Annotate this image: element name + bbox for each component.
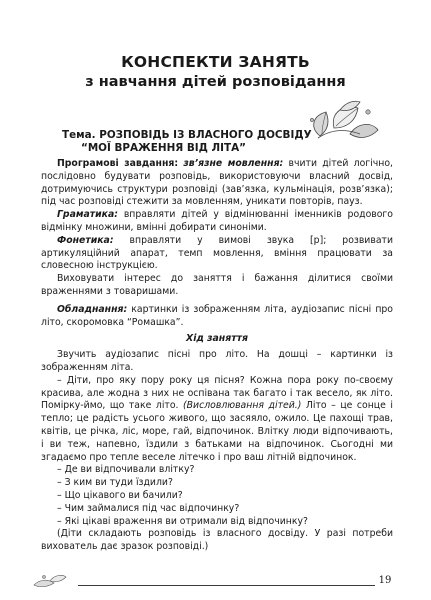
lesson-paragraph-2: [41, 375, 393, 465]
tasks-paragraph: [41, 158, 393, 209]
lesson-paragraph-1: Звучить аудіозапис пісні про літо. На дошці – картинки із зображенням літа.: [41, 349, 393, 373]
phonetics-paragraph: [41, 235, 393, 273]
grammar-label: Граматика:: [57, 209, 118, 221]
flower-ornament-icon: [30, 571, 70, 591]
theme-line: [62, 129, 312, 142]
theme-label: Тема.: [62, 129, 96, 141]
question-1: – Де ви відпочивали влітку?: [57, 464, 195, 476]
coherent-text: вчити дітей логічно, послідовно будувати розповідь, використовуючи власний досвід, дотримуючись структури розповіді (зав’язка, кульмінація, розв’язка); під час розповіді стежити за мовленням, уникати повторів, пауз.: [41, 158, 393, 208]
body-text: [41, 158, 393, 554]
lesson-p2-b: (Висловлювання дітей.): [183, 400, 302, 412]
theme-text: РОЗПОВІДЬ ІЗ ВЛАСНОГО ДОСВІДУ: [99, 129, 312, 141]
question-5: – Які цікаві враження ви отримали від відпочинку?: [57, 515, 308, 527]
lesson-p2-a: – Діти, про яку пору року ця пісня? Кожна пора року по-своєму красива, але жодна з них не оспівана так багато і так весело, як літо. Помірку-ймо, що таке літо.: [41, 374, 393, 412]
coherent-label: зв’язне мовлення:: [183, 158, 284, 169]
page-title: КОНСПЕКТИ ЗАНЯТЬ: [121, 53, 310, 71]
question-2: – З ким ви туди їздили?: [57, 477, 173, 489]
lesson-p2-c: Літо – це сонце і тепло; це радість усього живого, що засяяло, ожило. Це пахощі трав, квітів, це річка, ліс, море, гай, відпочинок. Влітку люди відпочивають, і ви теж, напевно, їздили з батьками на відпочинок. Сьогодні ми згадаємо про тепле веселе літечко і про ваш літній відпочинок.: [41, 400, 393, 463]
question-3: – Що цікавого ви бачили?: [57, 489, 183, 501]
question-4: – Чим займалися під час відпочинку?: [57, 502, 240, 514]
equipment-paragraph: [41, 304, 393, 330]
lesson-heading: Хід заняття: [186, 333, 248, 345]
equipment-text: картинки із зображенням літа, аудіозапис пісні про літо, скоромовка “Ромашка”.: [41, 303, 393, 328]
footer-rule: [78, 585, 375, 586]
grammar-paragraph: [41, 209, 393, 235]
page-subtitle: з навчання дітей розповідання: [85, 74, 346, 90]
phonetics-text: вправляти у вимові звука [р]; розвивати артикуляційний апарат, темп мовлення, вміння працювати за словесною інструкцією.: [41, 234, 393, 272]
leaves-illustration-icon: [300, 98, 382, 148]
grammar-text: вправляти дітей у відмінюванні іменників родового відмінку множини, вмінні добирати синоніми.: [41, 209, 393, 233]
lesson-note: (Діти складають розповідь із власного досвіду. У разі потреби вихователь дає зразок розповіді.): [41, 528, 393, 553]
upbringing-paragraph: Виховувати інтерес до заняття і бажання ділитися своїми враженнями з товаришами.: [41, 273, 393, 297]
equipment-label: Обладнання:: [57, 303, 128, 315]
theme-quote: “МОЇ ВРАЖЕННЯ ВІД ЛІТА”: [81, 142, 247, 154]
phonetics-label: Фонетика:: [57, 234, 114, 246]
page-number: 19: [378, 575, 392, 586]
tasks-heading: Програмові завдання:: [57, 158, 179, 169]
